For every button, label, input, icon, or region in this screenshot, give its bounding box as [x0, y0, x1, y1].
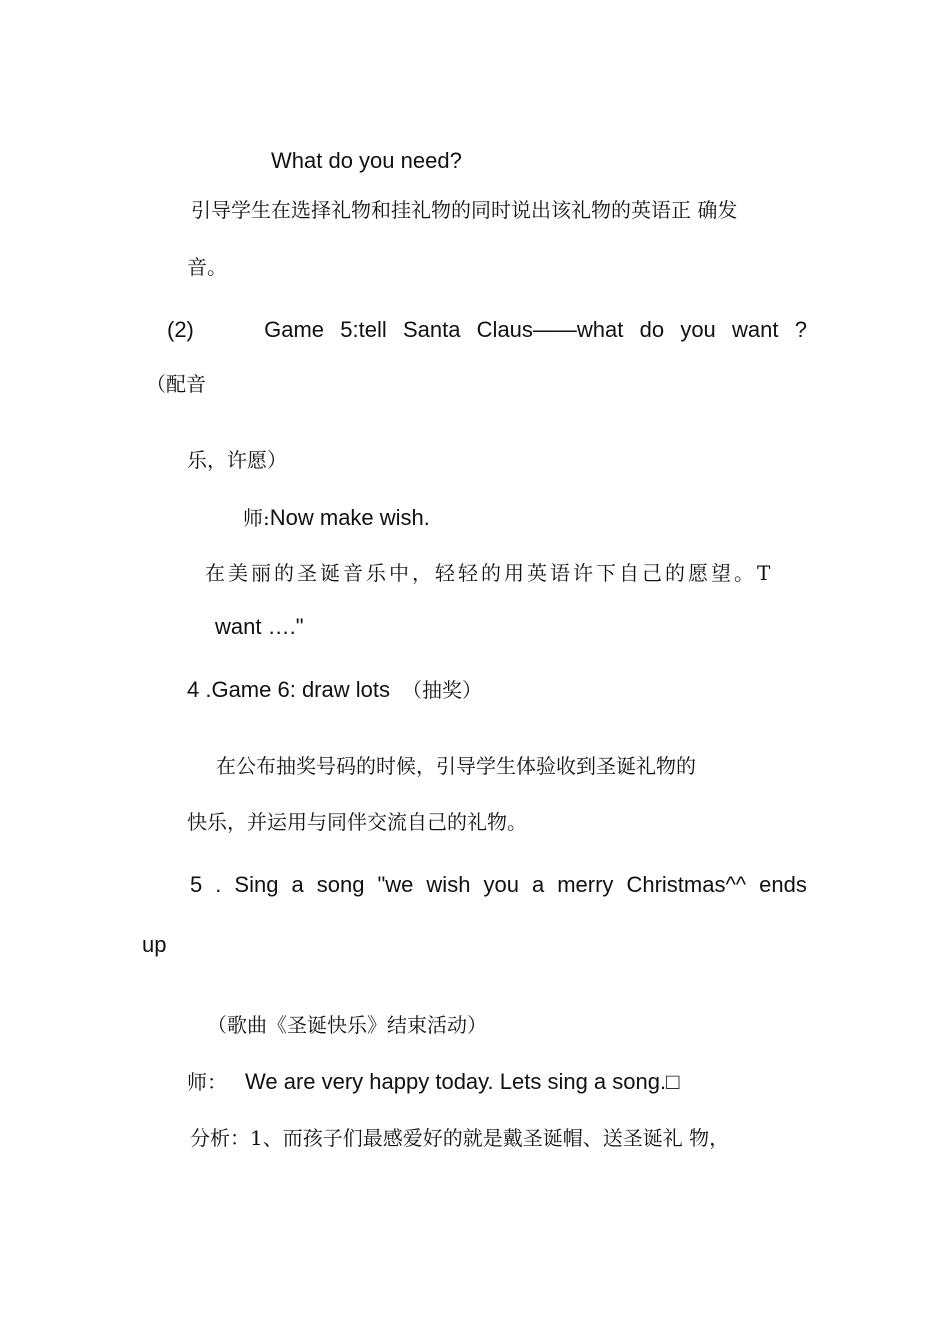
sing-part: a — [531, 872, 545, 897]
line-teacher-make-wish — [243, 507, 430, 529]
teacher-speech: Now make wish. — [269, 505, 430, 530]
game5-part: you — [680, 317, 716, 342]
line-pronunciation-end: 音。 — [187, 255, 227, 279]
sing-part: "we — [377, 872, 414, 897]
line-up: up — [142, 932, 167, 957]
sing-part: merry — [557, 872, 614, 897]
sing-part: ends — [759, 872, 807, 897]
sing-part: song — [316, 872, 365, 897]
teacher-label: 师： — [187, 1070, 227, 1094]
line-announce-lottery: 在公布抽奖号码的时候，引导学生体验收到圣诞礼物的 — [216, 754, 696, 778]
line-dubbing-start: （配音 — [146, 372, 206, 396]
line-teacher-happy-today — [187, 1071, 679, 1093]
line-analysis: 分析：1、而孩子们最感爱好的就是戴圣诞帽、送圣诞礼 物， — [190, 1126, 730, 1150]
teacher-label: 师: — [243, 506, 270, 530]
sing-part: Christmas^^ — [626, 872, 747, 897]
line-game6-heading — [187, 679, 482, 701]
line-happy-exchange: 快乐，并运用与同伴交流自己的礼物。 — [187, 810, 527, 834]
game5-part: Game — [264, 317, 325, 342]
line-song-ending-activity: （歌曲《圣诞快乐》结束活动） — [207, 1013, 487, 1037]
sing-part: Sing — [234, 872, 279, 897]
line-want: want …." — [215, 614, 304, 639]
game5-part: Claus——what — [476, 317, 624, 342]
line-game5-heading — [167, 319, 807, 341]
game6-note: （抽奖） — [401, 678, 482, 702]
game5-part: ? — [794, 317, 807, 342]
line-guide-students-pronunciation: 引导学生在选择礼物和挂礼物的同时说出该礼物的英语正 确发 — [191, 198, 738, 222]
game5-part: do — [639, 317, 665, 342]
teacher-speech: We are very happy today. Lets sing a song.□ — [245, 1069, 680, 1094]
sing-part: 5 — [190, 872, 203, 897]
sing-part: wish — [426, 872, 471, 897]
game5-part: Santa — [402, 317, 461, 342]
game5-part: 5:tell — [340, 317, 387, 342]
sing-part: you — [483, 872, 519, 897]
line-beautiful-music: 在美丽的圣诞音乐中，轻轻的用英语许下自己的愿望。T — [205, 561, 774, 585]
line-sing-song-heading — [190, 874, 807, 896]
game5-part: (2) — [167, 317, 194, 342]
line-what-do-you-need: What do you need? — [271, 148, 462, 173]
sing-part: . — [215, 872, 222, 897]
line-music-wish: 乐，许愿） — [187, 448, 287, 472]
sing-part: a — [291, 872, 304, 897]
game5-part: want — [732, 317, 779, 342]
game6-title: 4 .Game 6: draw lots — [187, 677, 390, 702]
